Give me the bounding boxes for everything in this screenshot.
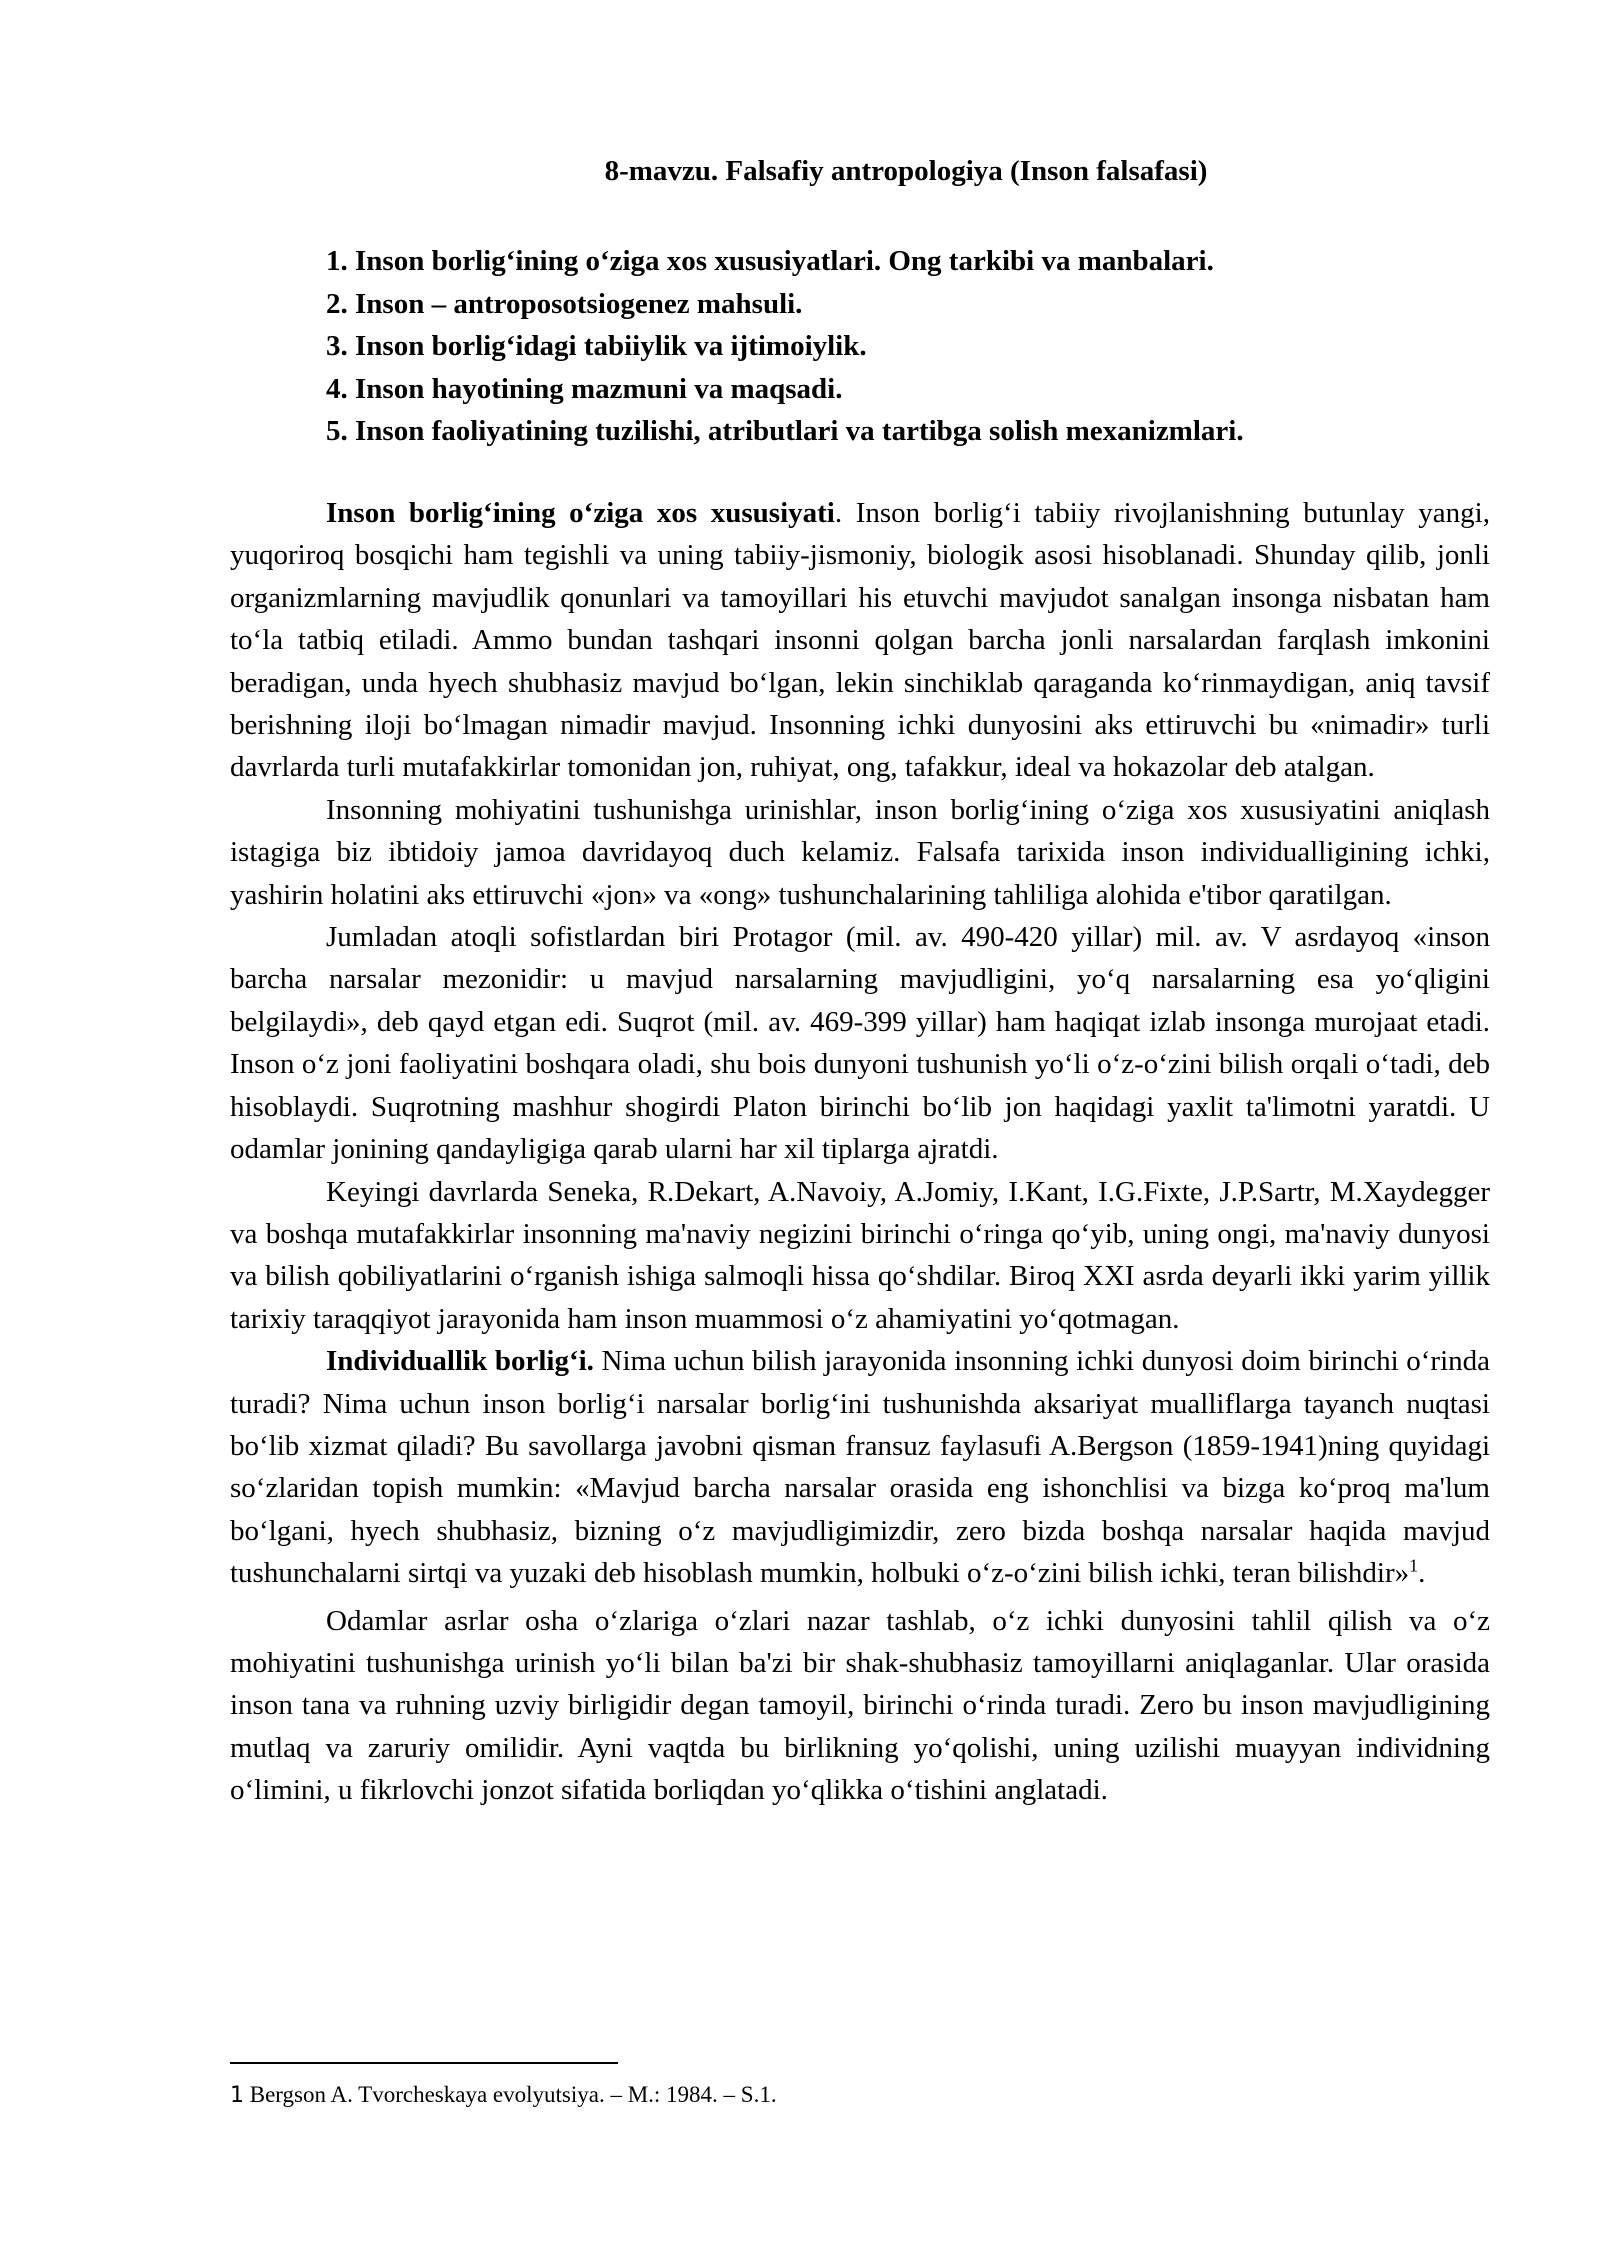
paragraph xyxy=(230,492,1490,789)
paragraph-text: Nima uchun bilish jarayonida insonning ichki dunyosi doim birinchi o‘rinda turadi? Nima uchun inson borlig‘i narsalar borlig‘ini tushunishda aksariyat mualliflarga tayanch nuqtasi bo‘lib xizmat qiladi? Bu savollarga javobni qisman fransuz faylasufi A.Bergson (1859-1941)ning quyidagi so‘zlaridan topish mumkin: «Mavjud barcha narsalar orasida eng ishonchlisi va bizga ko‘proq ma'lum bo‘lgani, hyech shubhasiz, bizning o‘z mavjudligimizdir, zero bizda boshqa narsalar haqida mavjud tushunchalarni sirtqi va yuzaki deb hisoblash mumkin, holbuki o‘z-o‘zini bilish ichki, teran bilishdir» xyxy=(230,1345,1491,1590)
outline-item: 1. Inson borlig‘ining o‘ziga xos xususiyatlari. Ong tarkibi va manbalari. xyxy=(326,245,1214,277)
paragraph: Odamlar asrlar osha o‘zlariga o‘zlari nazar tashlab, o‘z ichki dunyosini tahlil qilish va o‘z mohiyatini tushunishga urinish yo‘li bilan ba'zi bir shak-shubhasiz tamoyillarni aniqlaganlar. Ular orasida inson tana va ruhning uzviy birligidir degan tamoyil, birinchi o‘rinda turadi. Zero bu inson mavjudligining mutlaq va zaruriy omilidir. Ayni vaqtda bu birlikning yo‘qolishi, uning uzilishi muayyan individning o‘limini, u fikrlovchi jonzot sifatida borliqdan yo‘qlikka o‘tishini anglatadi. xyxy=(230,1604,1490,1807)
footnote-text: Bergson A. Tvorcheskaya evolyutsiya. – M.: 1984. – S.1. xyxy=(244,2082,777,2107)
paragraph: Jumladan atoqli sofistlardan biri Protagor (mil. av. 490-420 yillar) mil. av. V asrdayoq «inson barcha narsalar mezonidir: u mavjud narsalarning mavjudligini, yo‘q narsalarning esa yo‘qligini belgilaydi», deb qayd etgan edi. Suqrot (mil. av. 469-399 yillar) ham haqiqat izlab insonga murojaat etadi. Inson o‘z joni faoliyatini boshqara oladi, shu bois dunyoni tushunish yo‘li o‘z-o‘zini bilish orqali o‘tadi, deb hisoblaydi. Suqrotning mashhur shogirdi Platon birinchi bo‘lib jon haqidagi yaxlit ta'limotni yaratdi. U odamlar jonining qandayligiga qarab ularni har xil tiplarga ajratdi. xyxy=(230,921,1490,1166)
topic-outline xyxy=(326,240,1244,453)
footnote-number: 1 xyxy=(230,2083,244,2108)
paragraph: Keyingi davrlarda Seneka, R.Dekart, A.Navoiy, A.Jomiy, I.Kant, I.G.Fixte, J.P.Sartr, M.Xaydegger va boshqa mutafakkirlar insonning ma'naviy negizini birinchi o‘ringa qo‘yib, uning ongi, ma'naviy dunyosi va bilish qobiliyatlarini o‘rganish ishiga salmoqli hissa qo‘shdilar. Biroq XXI asrda deyarli ikki yarim yillik tarixiy taraqqiyot jarayonida ham inson muammosi o‘z ahamiyatini yo‘qotmagan. xyxy=(230,1175,1490,1335)
paragraph-tail: . xyxy=(1418,1557,1426,1590)
paragraph xyxy=(230,1340,1490,1594)
footnote-reference[interactable]: 1 xyxy=(1409,1555,1419,1576)
paragraph-text: . Inson borlig‘i tabiiy rivojlanishning butunlay yangi, yuqoriroq bosqichi ham tegishli va uning tabiiy-jismoniy, biologik asosi hisoblanadi. Shunday qilib, jonli organizmlarning mavjudlik qonunlari va tamoyillari his etuvchi mavjudot sanalgan insonga nisbatan ham to‘la tatbiq etiladi. Ammo bundan tashqari insonni qolgan barcha jonli narsalardan farqlash imkonini beradigan, unda hyech shubhasiz mavjud bo‘lgan, lekin sinchiklab qaraganda ko‘rinmaydigan, aniq tavsif berishning iloji bo‘lmagan nimadir mavjud. Insonning ichki dunyosini aks ettiruvchi bu «nimadir» turli davrlarda turli mutafakkirlar tomonidan jon, ruhiyat, ong, tafakkur, ideal va hokazolar deb atalgan. xyxy=(230,497,1490,784)
outline-item: 3. Inson borlig‘idagi tabiiylik va ijtimoiylik. xyxy=(326,330,867,362)
outline-item: 2. Inson – antroposotsiogenez mahsuli. xyxy=(326,287,803,320)
paragraph-heading: Individuallik borlig‘i. xyxy=(326,1345,594,1378)
outline-item: 4. Inson hayotining mazmuni va maqsadi. xyxy=(326,372,843,405)
footnote-separator xyxy=(230,2062,618,2064)
page-title: 8-mavzu. Falsafiy antropologiya (Inson falsafasi) xyxy=(604,155,1208,187)
outline-item: 5. Inson faoliyatining tuzilishi, atributlari va tartibga solish mexanizmlari. xyxy=(326,415,1244,447)
body-text xyxy=(230,492,1490,1812)
footnote xyxy=(230,2080,777,2111)
paragraph: Insonning mohiyatini tushunishga urinishlar, inson borlig‘ining o‘ziga xos xususiyatini aniqlash istagiga biz ibtidoiy jamoa davridayoq duch kelamiz. Falsafa tarixida inson individualligining ichki, yashirin holatini aks ettiruvchi «jon» va «ong» tushunchalarining tahliliga alohida e'tibor qaratilgan. xyxy=(230,793,1490,911)
paragraph-heading: Inson borlig‘ining o‘ziga xos xususiyati xyxy=(326,497,835,529)
